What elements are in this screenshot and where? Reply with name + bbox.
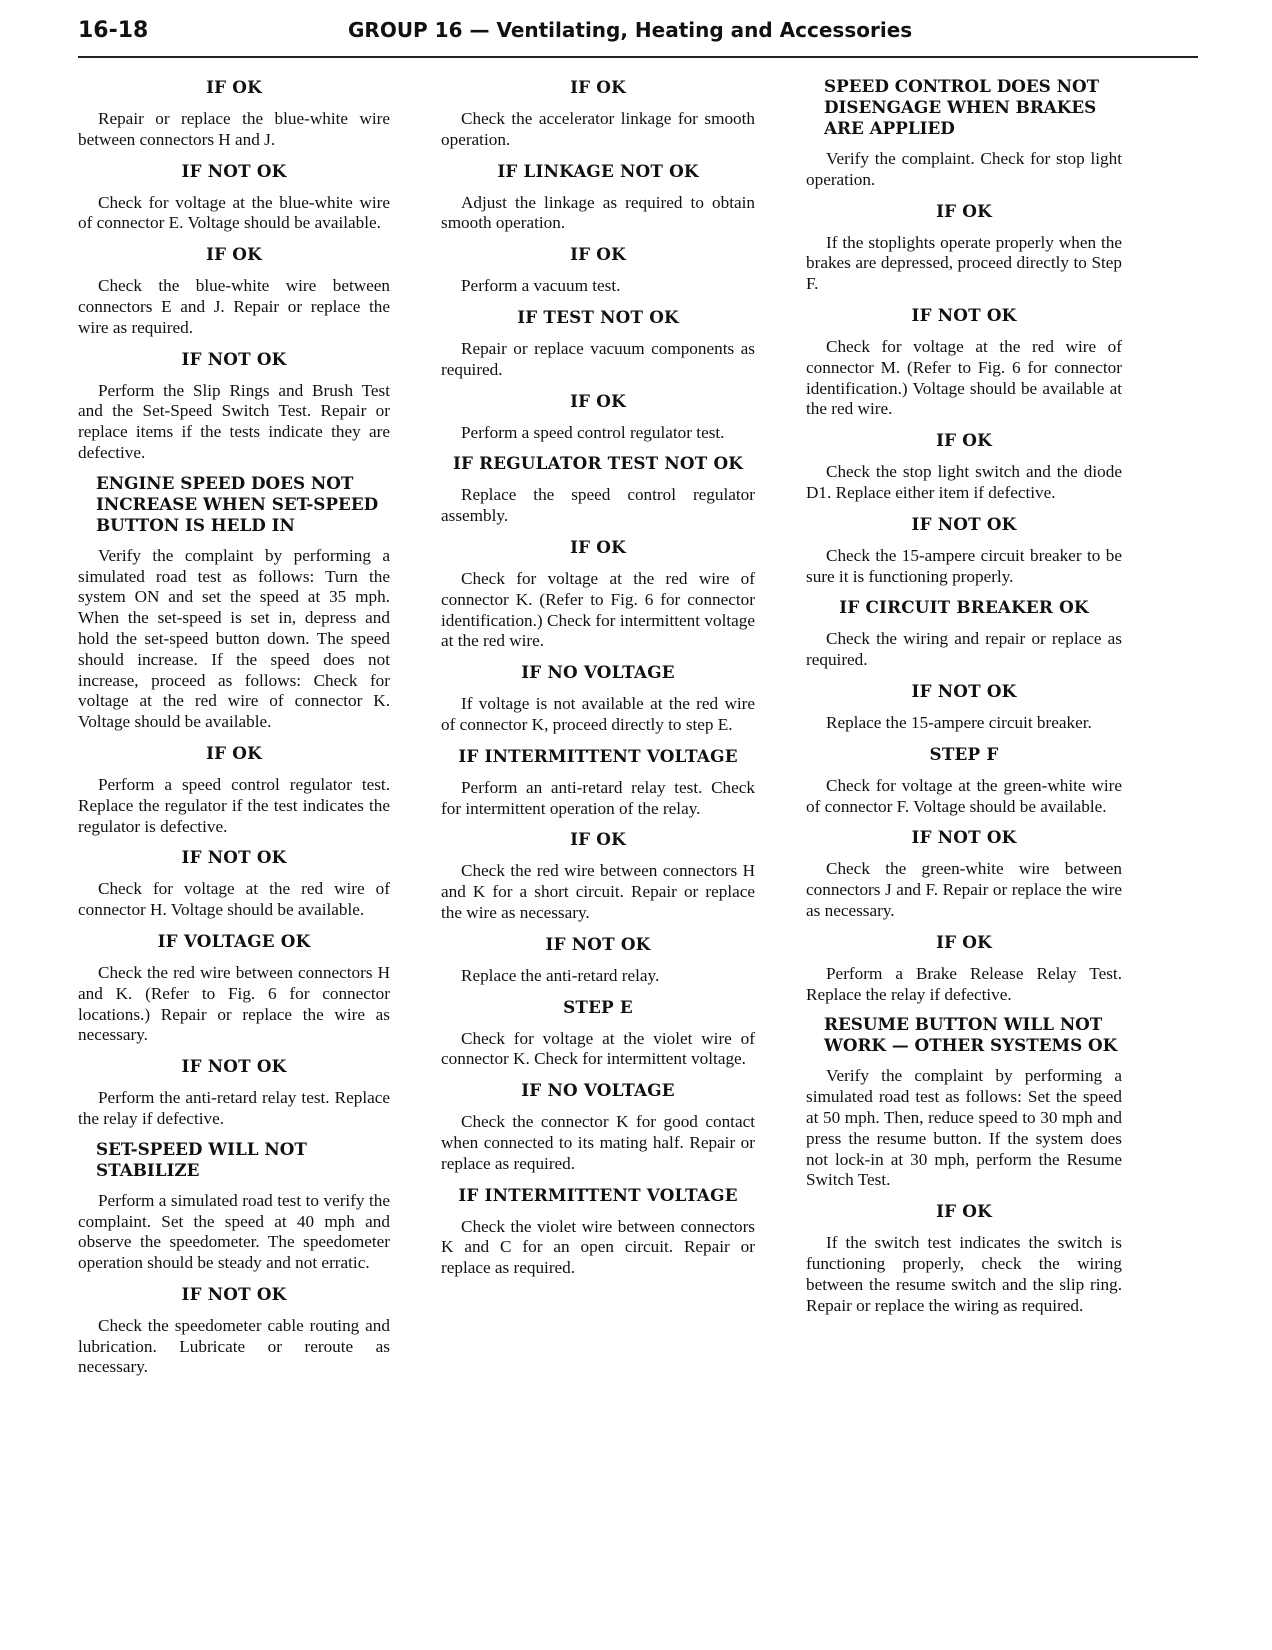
step-heading: STEP F <box>929 743 999 764</box>
paragraph: Check the red wire between connectors H and K. (Refer to Fig. 6 for connector locations.) Repair or replace the wire as necessary. <box>78 962 390 1045</box>
paragraph: Check for voltage at the green-white wire of connector F. Voltage should be available. <box>806 775 1122 816</box>
paragraph: Check the accelerator linkage for smooth operation. <box>441 109 755 149</box>
step-heading: IF VOLTAGE OK <box>157 930 311 951</box>
paragraph: Perform a simulated road test to verify the complaint. Set the speed at 40 mph and observe the speedometer. The speedometer operation should be steady and not erratic. <box>78 1190 390 1273</box>
paragraph: Check the stop light switch and the diode D1. Replace either item if defective. <box>806 462 1122 502</box>
step-heading: IF LINKAGE NOT OK <box>497 160 699 181</box>
paragraph: Check the speedometer cable routing and lubrication. Lubricate or reroute as necessary. <box>78 1315 390 1377</box>
step-heading: IF OK <box>936 200 992 221</box>
step-heading: IF NOT OK <box>911 827 1017 848</box>
paragraph: Replace the 15-ampere circuit breaker. <box>826 712 1092 732</box>
paragraph: Check the wiring and repair or replace as required. <box>806 629 1122 670</box>
step-heading: IF INTERMITTENT VOLTAGE <box>458 1184 738 1205</box>
step-heading: IF TEST NOT OK <box>517 306 679 327</box>
paragraph: Adjust the linkage as required to obtain smooth operation. <box>441 192 755 233</box>
column-1 <box>78 76 390 1387</box>
paragraph: Verify the complaint. Check for stop light operation. <box>806 149 1122 189</box>
step-heading: IF OK <box>570 390 626 411</box>
step-heading: STEP E <box>563 996 633 1017</box>
paragraph: Perform an anti-retard relay test. Check for intermittent operation of the relay. <box>441 777 755 818</box>
paragraph: Check the red wire between connectors H and K for a short circuit. Repair or replace the wire as necessary. <box>441 861 755 922</box>
step-heading: IF OK <box>206 77 262 97</box>
paragraph: Repair or replace vacuum components as required. <box>441 338 755 379</box>
step-heading: IF OK <box>936 1201 992 1222</box>
step-heading: IF OK <box>570 244 626 265</box>
paragraph: Check for voltage at the red wire of connector K. (Refer to Fig. 6 for connector identification.) Check for intermittent voltage at the red wire. <box>441 568 755 651</box>
paragraph: Check for voltage at the blue-white wire of connector E. Voltage should be available. <box>78 192 390 233</box>
step-heading: IF NOT OK <box>911 680 1017 701</box>
paragraph: Check the green-white wire between connectors J and F. Repair or replace the wire as necessary. <box>806 859 1122 920</box>
step-heading: IF NOT OK <box>911 513 1017 534</box>
paragraph: Check the connector K for good contact when connected to its mating half. Repair or replace as required. <box>441 1112 755 1173</box>
step-heading: IF OK <box>570 536 626 557</box>
step-heading: IF NO VOLTAGE <box>521 1080 675 1101</box>
paragraph: Check for voltage at the violet wire of connector K. Check for intermittent voltage. <box>441 1028 755 1069</box>
step-heading: IF OK <box>570 77 626 97</box>
paragraph: Verify the complaint by performing a simulated road test as follows: Turn the system ON and set the speed at 35 mph. When the set-speed is set in, depress and hold the set-speed button down. The speed should increase. If the speed does not increase, proceed as follows: Check for voltage at the red wire of connector K. Voltage should be available. <box>78 545 390 732</box>
paragraph: Perform a Brake Release Relay Test. Replace the relay if defective. <box>806 963 1122 1004</box>
paragraph: If the stoplights operate properly when the brakes are depressed, proceed directly to Step F. <box>806 232 1122 294</box>
group-title: GROUP 16 — Ventilating, Heating and Accessories <box>348 18 913 42</box>
paragraph: If the switch test indicates the switch is functioning properly, check the wiring between the resume switch and the slip ring. Repair or replace the wiring as required. <box>806 1233 1122 1315</box>
paragraph: Check for voltage at the red wire of connector M. (Refer to Fig. 6 for connector identification.) Voltage should be available at the red wire. <box>806 336 1122 419</box>
step-heading: IF OK <box>206 742 262 763</box>
paragraph: Perform a speed control regulator test. <box>461 422 725 442</box>
section-title: SPEED CONTROL DOES NOT DISENGAGE WHEN BRAKES ARE APPLIED <box>824 76 1100 138</box>
step-heading: IF OK <box>936 430 992 451</box>
step-heading: IF NOT OK <box>911 304 1017 325</box>
paragraph: Perform a speed control regulator test. Replace the regulator if the test indicates the regulator is defective. <box>78 774 390 836</box>
step-heading: IF NOT OK <box>181 1283 287 1304</box>
paragraph: Perform the Slip Rings and Brush Test and the Set-Speed Switch Test. Repair or replace items if the tests indicate they are defective. <box>78 380 390 462</box>
paragraph: Perform the anti-retard relay test. Replace the relay if defective. <box>78 1088 390 1128</box>
step-heading: IF NOT OK <box>181 847 287 868</box>
section-title: SET-SPEED WILL NOT STABILIZE <box>96 1138 307 1180</box>
column-2 <box>441 76 755 1288</box>
paragraph: Check the 15-ampere circuit breaker to be sure it is functioning properly. <box>806 545 1122 586</box>
step-heading: IF NOT OK <box>181 1056 287 1077</box>
section-title: ENGINE SPEED DOES NOT INCREASE WHEN SET-SPEED BUTTON IS HELD IN <box>96 472 379 535</box>
step-heading: IF NOT OK <box>181 160 287 181</box>
step-heading: IF OK <box>570 829 626 850</box>
step-heading: IF NOT OK <box>545 933 651 954</box>
paragraph: Replace the speed control regulator assembly. <box>441 485 755 526</box>
step-heading: IF CIRCUIT BREAKER OK <box>839 597 1089 618</box>
section-title: RESUME BUTTON WILL NOT WORK — OTHER SYSTEMS OK <box>824 1014 1118 1056</box>
paragraph: Perform a vacuum test. <box>461 276 621 296</box>
step-heading: IF REGULATOR TEST NOT OK <box>452 453 744 474</box>
paragraph: Check the violet wire between connectors K and C for an open circuit. Repair or replace as required. <box>441 1216 755 1278</box>
paragraph: Check the blue-white wire between connectors E and J. Repair or replace the wire as required. <box>78 276 390 337</box>
step-heading: IF OK <box>936 931 992 952</box>
step-heading: IF OK <box>206 244 262 265</box>
step-heading: IF NO VOLTAGE <box>521 662 675 683</box>
column-3 <box>806 76 1122 1325</box>
step-heading: IF NOT OK <box>181 348 287 369</box>
paragraph: Check for voltage at the red wire of connector H. Voltage should be available. <box>78 879 390 920</box>
step-heading: IF INTERMITTENT VOLTAGE <box>458 745 738 766</box>
paragraph: If voltage is not available at the red wire of connector K, proceed directly to step E. <box>441 694 755 734</box>
paragraph: Verify the complaint by performing a simulated road test as follows: Set the speed at 50 mph. Then, reduce speed to 30 mph and press the resume button. If the system does not lock-in at 30 mph, perform the Resume Switch Test. <box>806 1066 1122 1190</box>
page-header <box>78 16 1198 58</box>
paragraph: Replace the anti-retard relay. <box>461 965 660 985</box>
page-number: 16-18 <box>78 18 149 43</box>
paragraph: Repair or replace the blue-white wire between connectors H and J. <box>78 109 390 149</box>
